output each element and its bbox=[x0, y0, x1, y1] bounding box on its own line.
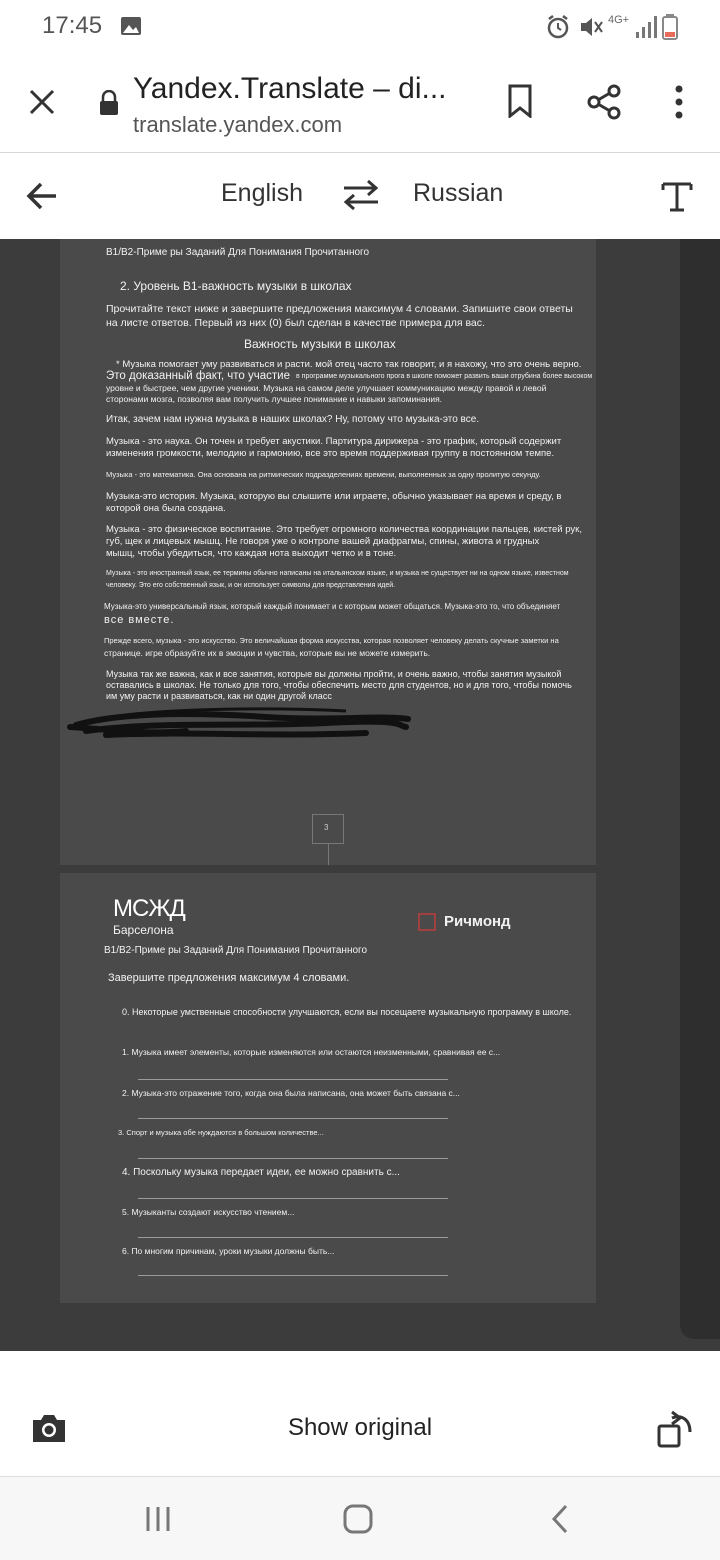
text-line: Прежде всего, музыка - это искусство. Это величайшая форма искусства, которая позволяет человеку делать скучные заметки на bbox=[104, 636, 559, 645]
rotate-icon[interactable] bbox=[656, 1408, 696, 1450]
question-2: 2. Музыка-это отражение того, когда она была написана, она может быть связана с... bbox=[122, 1088, 460, 1098]
gallery-icon bbox=[120, 16, 142, 36]
show-original-button[interactable]: Show original bbox=[287, 1414, 433, 1441]
richmond-logo-icon bbox=[418, 913, 436, 931]
answer-line bbox=[138, 1118, 448, 1119]
answer-line bbox=[138, 1237, 448, 1238]
answer-line bbox=[138, 1275, 448, 1276]
text-line: изменения громкости, мелодию и гармонию, все это время поддерживая группу в постоянном темпе. bbox=[106, 448, 555, 459]
text-line: человеку. Это его собственный язык, и он использует символы для представления идей. bbox=[106, 582, 396, 589]
text-title: Важность музыки в школах bbox=[244, 337, 396, 351]
alarm-icon bbox=[546, 14, 570, 40]
target-language[interactable]: Russian bbox=[413, 179, 504, 207]
translated-document bbox=[0, 239, 720, 1351]
status-bar bbox=[0, 0, 720, 56]
instruction-line: на листе ответов. Первый из них (0) был сделан в качестве примера для вас. bbox=[106, 317, 485, 329]
status-time: 17:45 bbox=[42, 12, 103, 39]
answer-line bbox=[138, 1079, 448, 1080]
text-line: Музыка - это математика. Она основана на ритмических подразделениях времени, выполненных за одну пролитую секунду. bbox=[106, 470, 541, 479]
section-title: 2. Уровень В1-важность музыки в школах bbox=[120, 279, 352, 293]
document-page-1 bbox=[60, 239, 596, 865]
question-6: 6. По многим причинам, уроки музыки должны быть... bbox=[122, 1246, 335, 1256]
text-line: все вместе. bbox=[104, 614, 175, 626]
mute-icon bbox=[578, 14, 604, 40]
text-line: Музыка-это универсальный язык, который каждый понимает и с которым может общаться. Музыка-это то, что объединяет bbox=[104, 602, 561, 611]
page-number-box bbox=[312, 814, 344, 844]
answer-line bbox=[138, 1198, 448, 1199]
network-label: 4G+ bbox=[608, 14, 630, 26]
richmond-logo: Ричмонд bbox=[444, 913, 511, 930]
text-line: Это доказанный факт, что участие bbox=[106, 370, 290, 382]
browser-toolbar bbox=[0, 56, 720, 153]
text-line: * Музыка помогает уму развиваться и расти. мой отец часто так говорит, и я нахожу, что это очень верно. bbox=[116, 359, 582, 370]
text-line: мышц, чтобы убедиться, что каждая нота выходит четко и в тоне. bbox=[106, 548, 397, 559]
close-icon[interactable] bbox=[28, 88, 56, 116]
question-1: 1. Музыка имеет элементы, которые изменяются или остаются неизменными, сравнивая ее с... bbox=[122, 1047, 501, 1057]
text-line: им уму расти и развиваться, как ни один другой класс bbox=[106, 691, 332, 701]
page-url[interactable]: translate.yandex.com bbox=[133, 112, 343, 137]
instruction-line: Прочитайте текст ниже и завершите предложения максимум 4 словами. Запишите свои ответы bbox=[106, 303, 573, 315]
swap-languages-icon[interactable] bbox=[342, 179, 380, 211]
scribble-redaction bbox=[66, 701, 416, 747]
text-line: Музыка - это физическое воспитание. Это требует огромного количества координации пальцев, кистей рук, bbox=[106, 524, 582, 535]
text-line: Музыка так же важна, как и все занятия, которые вы должны пройти, и очень важно, чтобы занятия музыкой bbox=[106, 669, 562, 679]
share-icon[interactable] bbox=[586, 84, 622, 120]
page-number: 3 bbox=[324, 823, 329, 832]
bookmark-icon[interactable] bbox=[506, 84, 534, 118]
document-margin bbox=[680, 239, 720, 1339]
home-icon[interactable] bbox=[342, 1503, 374, 1535]
text-line: уровне и быстрее, чем другие ученики. Музыка на самом деле улучшает коммуникацию между правой и левой bbox=[106, 383, 547, 393]
back-nav-icon[interactable] bbox=[550, 1503, 570, 1535]
question-4: 4. Поскольку музыка передает идеи, ее можно сравнить с... bbox=[122, 1167, 400, 1178]
text-line: которой она была создана. bbox=[106, 503, 226, 514]
text-line: Музыка - это наука. Он точен и требует акустики. Партитура дирижера - это график, который содержит bbox=[106, 436, 562, 447]
text-mode-icon[interactable] bbox=[660, 181, 694, 213]
text-line: оставались в школах. Не только для того, чтобы обеспечить место для студентов, но и для того, чтобы помочь bbox=[106, 680, 572, 690]
recent-apps-icon[interactable] bbox=[144, 1505, 172, 1533]
text-line: сторонами мозга, позволяя вам получить лучшее понимание и навыки запоминания. bbox=[106, 394, 443, 404]
signal-icon bbox=[634, 14, 658, 40]
question-0: 0. Некоторые умственные способности улучшаются, если вы посещаете музыкальную программу в школе. bbox=[122, 1007, 572, 1017]
text-line: Музыка-это история. Музыка, которую вы слышите или играете, обычно указывает на время и среду, в bbox=[106, 491, 562, 502]
page-divider bbox=[328, 843, 329, 865]
source-language[interactable]: English bbox=[221, 179, 303, 207]
text-line: в программе музыкального прога в школе поможет развить ваши отрубина более высоком bbox=[296, 373, 593, 380]
text-line: Музыка - это иностранный язык, ее термины обычно написаны на итальянском языке, и музыка не существует ни на одном языке, известном bbox=[106, 570, 569, 577]
page1-header: B1/B2-Приме ры Заданий Для Понимания Прочитанного bbox=[106, 247, 370, 258]
battery-icon bbox=[662, 14, 678, 40]
text-line: губ, щек и лицевых мышц. Не говоря уже о контроле вашей диафрагмы, спины, живота и грудных bbox=[106, 536, 540, 547]
more-options-icon[interactable] bbox=[674, 84, 684, 120]
question-3: 3. Спорт и музыка обе нуждаются в большом количестве... bbox=[118, 1128, 324, 1137]
mszhd-logo: МСЖД bbox=[113, 895, 185, 922]
mszhd-logo-sub: Барселона bbox=[113, 923, 174, 937]
page-title: Yandex.Translate – di... bbox=[133, 72, 447, 105]
system-navigation-bar bbox=[0, 1477, 720, 1560]
page2-instruction: Завершите предложения максимум 4 словами. bbox=[108, 972, 350, 984]
document-page-2 bbox=[60, 873, 596, 1303]
lock-icon bbox=[98, 90, 120, 116]
text-line: странице. игре образуйте их в эмоции и чувства, которые вы не можете измерить. bbox=[104, 648, 431, 658]
question-5: 5. Музыканты создают искусство чтением... bbox=[122, 1207, 295, 1217]
back-arrow-icon[interactable] bbox=[26, 181, 58, 211]
page2-header: B1/B2-Приме ры Заданий Для Понимания Прочитанного bbox=[104, 945, 368, 956]
bottom-toolbar bbox=[0, 1380, 720, 1477]
translate-toolbar bbox=[0, 153, 720, 239]
answer-line bbox=[138, 1158, 448, 1159]
text-line: Итак, зачем нам нужна музыка в наших школах? Ну, потому что музыка-это все. bbox=[106, 414, 480, 425]
